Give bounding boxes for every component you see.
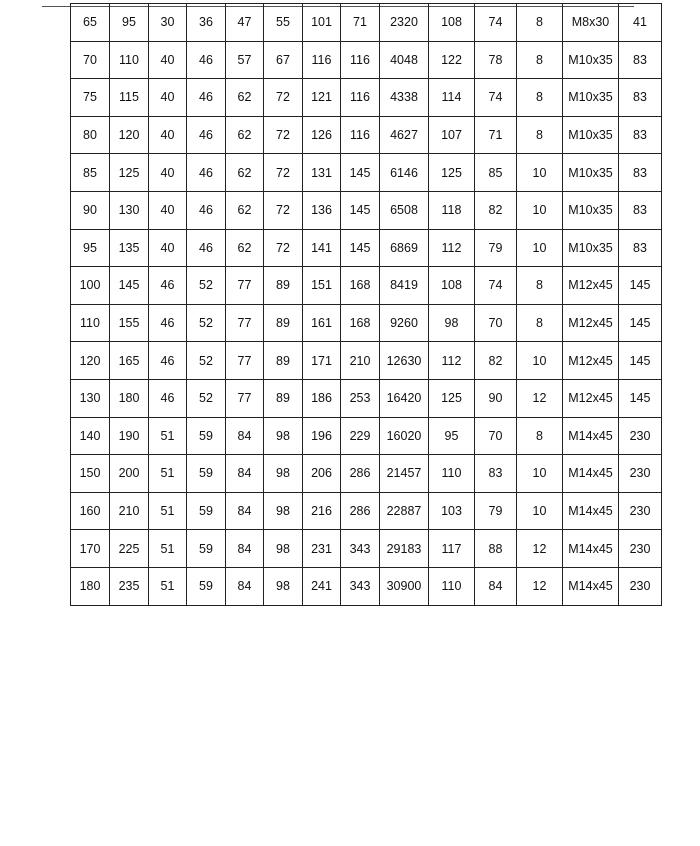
table-cell: 40 [149,79,187,117]
table-cell: 8 [517,417,563,455]
table-cell: 130 [110,191,149,229]
table-cell: 125 [110,154,149,192]
table-cell: 200 [110,455,149,493]
table-cell: 72 [264,191,303,229]
table-cell: 145 [341,154,380,192]
table-cell: 46 [187,229,226,267]
table-row [71,342,662,380]
table-cell: 51 [149,530,187,568]
table-cell: 30900 [380,567,429,605]
table-cell: 46 [187,79,226,117]
table-cell: 84 [226,530,264,568]
table-cell: 253 [341,379,380,417]
table-cell: 171 [303,342,341,380]
table-cell: 52 [187,342,226,380]
table-row [71,154,662,192]
table-cell: 51 [149,455,187,493]
table-cell: M14x45 [563,417,619,455]
table-cell: 77 [226,342,264,380]
table-cell: 10 [517,229,563,267]
table-cell: 88 [475,530,517,568]
table-cell: 165 [110,342,149,380]
table-cell: 110 [110,41,149,79]
table-cell: 98 [264,417,303,455]
table-cell: 98 [264,567,303,605]
table-cell: 126 [303,116,341,154]
table-cell: 55 [264,4,303,42]
table-cell: M12x45 [563,379,619,417]
table-cell: 8 [517,116,563,154]
table-cell: 59 [187,455,226,493]
table-cell: 78 [475,41,517,79]
table-row [71,267,662,305]
table-cell: 98 [429,304,475,342]
table-cell: 110 [429,567,475,605]
table-cell: 46 [187,154,226,192]
table-cell: M12x45 [563,304,619,342]
table-cell: M12x45 [563,342,619,380]
table-cell: 170 [71,530,110,568]
table-cell: M10x35 [563,191,619,229]
table-cell: 8 [517,4,563,42]
table-cell: 62 [226,79,264,117]
table-cell: 40 [149,191,187,229]
table-row [71,492,662,530]
table-cell: 46 [149,342,187,380]
table-row [71,567,662,605]
table-cell: M14x45 [563,492,619,530]
table-cell: 225 [110,530,149,568]
table-cell: 72 [264,154,303,192]
table-cell: 70 [475,417,517,455]
table-cell: 10 [517,154,563,192]
table-cell: 74 [475,79,517,117]
table-cell: 230 [619,567,662,605]
table-row [71,191,662,229]
table-cell: 120 [110,116,149,154]
table-cell: 40 [149,41,187,79]
table-cell: 10 [517,191,563,229]
table-cell: 101 [303,4,341,42]
table-cell: 84 [226,455,264,493]
table-cell: 155 [110,304,149,342]
table-cell: 46 [149,379,187,417]
table-cell: 230 [619,530,662,568]
table-cell: 71 [475,116,517,154]
table-cell: 145 [619,267,662,305]
table-cell: 116 [341,41,380,79]
table-cell: 84 [226,492,264,530]
table-cell: 150 [71,455,110,493]
table-cell: 83 [619,116,662,154]
table-cell: 72 [264,79,303,117]
table-cell: 100 [71,267,110,305]
table-cell: 30 [149,4,187,42]
table-cell: 51 [149,567,187,605]
table-cell: 229 [341,417,380,455]
table-cell: 10 [517,342,563,380]
table-cell: 59 [187,530,226,568]
table-cell: 10 [517,492,563,530]
table-cell: 140 [71,417,110,455]
table-cell: 8 [517,304,563,342]
table-cell: 89 [264,379,303,417]
table-cell: 216 [303,492,341,530]
table-cell: 62 [226,116,264,154]
table-cell: 62 [226,191,264,229]
table-cell: 231 [303,530,341,568]
table-cell: 46 [149,304,187,342]
table-cell: 46 [149,267,187,305]
table-cell: 74 [475,267,517,305]
table-cell: 36 [187,4,226,42]
table-cell: 145 [341,229,380,267]
table-cell: 84 [226,417,264,455]
table-row [71,79,662,117]
table-cell: 89 [264,342,303,380]
table-cell: 286 [341,492,380,530]
table-cell: 8 [517,41,563,79]
table-cell: 79 [475,492,517,530]
table-cell: 21457 [380,455,429,493]
table-cell: 112 [429,342,475,380]
table-cell: 83 [619,79,662,117]
table-cell: 40 [149,116,187,154]
table-cell: 107 [429,116,475,154]
table-cell: 83 [619,41,662,79]
spec-table [70,3,662,606]
table-cell: 103 [429,492,475,530]
table-cell: 70 [475,304,517,342]
table-cell: 47 [226,4,264,42]
table-cell: 12 [517,379,563,417]
table-cell: 116 [341,116,380,154]
table-cell: 57 [226,41,264,79]
table-cell: 131 [303,154,341,192]
table-cell: 230 [619,492,662,530]
table-cell: 286 [341,455,380,493]
table-cell: 12 [517,567,563,605]
table-cell: M14x45 [563,567,619,605]
table-cell: 116 [341,79,380,117]
table-cell: 84 [475,567,517,605]
table-cell: 241 [303,567,341,605]
table-cell: 77 [226,379,264,417]
table-cell: 8 [517,267,563,305]
table-cell: 115 [110,79,149,117]
table-cell: 83 [619,154,662,192]
table-cell: 22887 [380,492,429,530]
table-cell: 136 [303,191,341,229]
table-cell: 116 [303,41,341,79]
table-cell: 62 [226,154,264,192]
table-cell: 12630 [380,342,429,380]
table-row [71,229,662,267]
table-cell: M10x35 [563,79,619,117]
table-cell: 16420 [380,379,429,417]
table-cell: 77 [226,304,264,342]
table-cell: 112 [429,229,475,267]
table-cell: 4627 [380,116,429,154]
table-cell: 160 [71,492,110,530]
table-cell: 117 [429,530,475,568]
table-cell: 168 [341,267,380,305]
table-cell: 77 [226,267,264,305]
table-cell: 95 [71,229,110,267]
table-cell: 75 [71,79,110,117]
table-cell: 83 [619,229,662,267]
table-cell: 67 [264,41,303,79]
table-cell: 108 [429,4,475,42]
table-cell: 40 [149,229,187,267]
table-cell: 79 [475,229,517,267]
table-cell: 190 [110,417,149,455]
table-cell: 343 [341,567,380,605]
table-cell: 114 [429,79,475,117]
table-cell: 145 [110,267,149,305]
table-cell: 46 [187,41,226,79]
table-cell: 230 [619,417,662,455]
table-cell: 90 [71,191,110,229]
table-cell: M10x35 [563,154,619,192]
table-cell: 135 [110,229,149,267]
table-cell: 4048 [380,41,429,79]
table-row [71,116,662,154]
table-cell: 82 [475,191,517,229]
table-cell: 98 [264,530,303,568]
table-cell: 145 [341,191,380,229]
table-cell: 180 [71,567,110,605]
table-cell: 121 [303,79,341,117]
table-cell: 2320 [380,4,429,42]
table-body [71,4,662,606]
table-cell: 10 [517,455,563,493]
table-cell: 51 [149,492,187,530]
table-cell: 8419 [380,267,429,305]
table-cell: 59 [187,417,226,455]
table-row [71,304,662,342]
table-cell: 83 [475,455,517,493]
table-cell: 80 [71,116,110,154]
table-cell: 70 [71,41,110,79]
table-cell: 151 [303,267,341,305]
table-cell: 145 [619,342,662,380]
table-cell: 90 [475,379,517,417]
table-cell: 118 [429,191,475,229]
table-cell: 85 [71,154,110,192]
table-cell: 210 [110,492,149,530]
table-cell: M14x45 [563,530,619,568]
table-row [71,41,662,79]
table-cell: M10x35 [563,116,619,154]
table-cell: 46 [187,116,226,154]
table-cell: 235 [110,567,149,605]
table-cell: 6869 [380,229,429,267]
table-cell: M14x45 [563,455,619,493]
table-cell: 59 [187,492,226,530]
table-cell: 145 [619,304,662,342]
table-cell: 85 [475,154,517,192]
table-cell: 89 [264,304,303,342]
table-cell: 120 [71,342,110,380]
table-cell: 52 [187,267,226,305]
table-cell: 125 [429,379,475,417]
table-cell: 9260 [380,304,429,342]
table-cell: 343 [341,530,380,568]
table-cell: 6146 [380,154,429,192]
table-cell: M10x35 [563,229,619,267]
table-cell: 206 [303,455,341,493]
table-cell: 130 [71,379,110,417]
table-cell: 141 [303,229,341,267]
table-cell: 145 [619,379,662,417]
table-cell: 95 [110,4,149,42]
table-row [71,455,662,493]
table-cell: 168 [341,304,380,342]
table-cell: 6508 [380,191,429,229]
table-cell: 95 [429,417,475,455]
table-cell: 122 [429,41,475,79]
table-cell: 8 [517,79,563,117]
table-cell: M10x35 [563,41,619,79]
table-cell: 52 [187,304,226,342]
table-cell: M12x45 [563,267,619,305]
table-cell: 52 [187,379,226,417]
table-cell: 29183 [380,530,429,568]
table-cell: 41 [619,4,662,42]
table-cell: 230 [619,455,662,493]
table-cell: 51 [149,417,187,455]
table-cell: 84 [226,567,264,605]
table-row [71,417,662,455]
table-cell: 62 [226,229,264,267]
table-row [71,4,662,42]
table-cell: 110 [71,304,110,342]
table-cell: 186 [303,379,341,417]
table-cell: 125 [429,154,475,192]
table-cell: 12 [517,530,563,568]
table-cell: 4338 [380,79,429,117]
table-cell: 72 [264,229,303,267]
table-cell: 65 [71,4,110,42]
table-cell: 16020 [380,417,429,455]
table-cell: 40 [149,154,187,192]
table-cell: 196 [303,417,341,455]
table-cell: 74 [475,4,517,42]
table-cell: 180 [110,379,149,417]
table-cell: 71 [341,4,380,42]
table-cell: 83 [619,191,662,229]
table-cell: 59 [187,567,226,605]
table-cell: 46 [187,191,226,229]
table-cell: 89 [264,267,303,305]
table-row [71,379,662,417]
table-row [71,530,662,568]
table-cell: 98 [264,492,303,530]
table-cell: 210 [341,342,380,380]
table-cell: M8x30 [563,4,619,42]
table-cell: 108 [429,267,475,305]
table-cell: 161 [303,304,341,342]
table-cell: 98 [264,455,303,493]
table-cell: 72 [264,116,303,154]
table-cell: 110 [429,455,475,493]
table-cell: 82 [475,342,517,380]
